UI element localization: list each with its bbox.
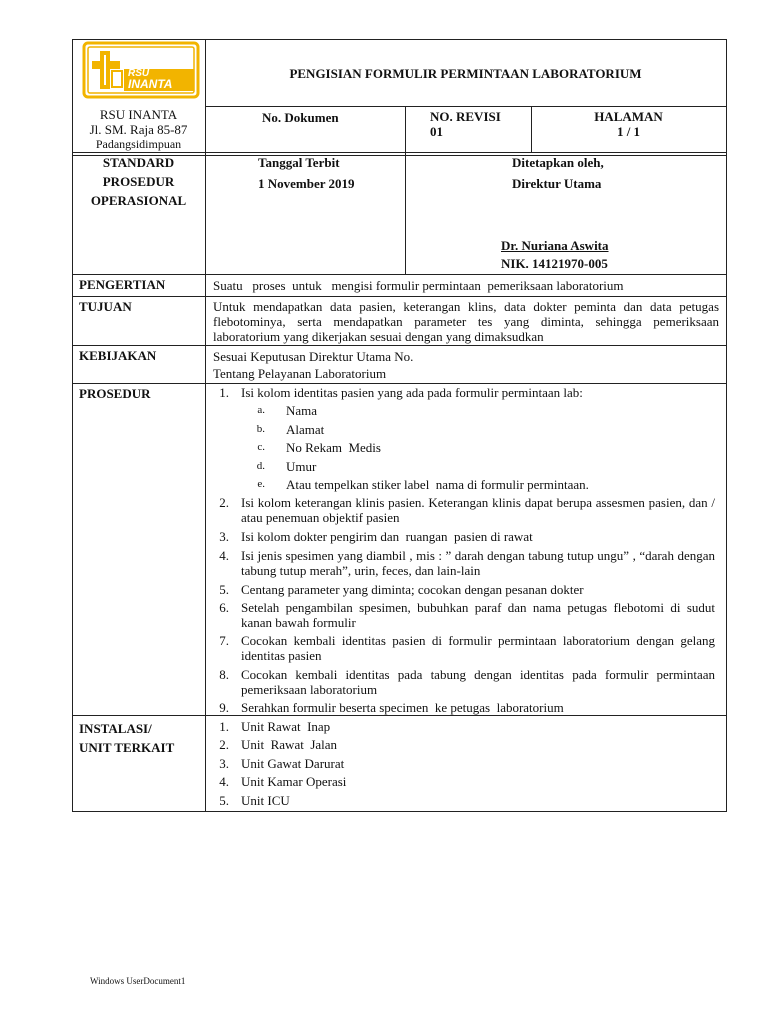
approver-role: Direktur Utama (512, 176, 602, 191)
step-text: Isi kolom keterangan klinis pasien. Keterangan klinis dapat berupa assesmen pasien, dan / atau penemuan objektif pasien (241, 495, 715, 525)
sub-item-text: No Rekam Medis (286, 440, 381, 455)
hospital-logo (82, 41, 200, 99)
approved-by-label: Ditetapkan oleh, (512, 155, 604, 170)
step-text: Serahkan formulir beserta specimen ke petugas laboratorium (241, 700, 564, 715)
tujuan-label: TUJUAN (79, 299, 132, 314)
step-text: Centang parameter yang diminta; cocokan dengan pesanan dokter (241, 582, 584, 597)
issue-date: 1 November 2019 (258, 176, 355, 191)
pengertian-text: Suatu proses untuk mengisi formulir permintaan pemeriksaan laboratorium (213, 278, 624, 293)
step-text: Isi jenis spesimen yang diambil , mis : ” darah dengan tabung tutup ungu” , “darah dengan tabung tutup merah”, urin, feces, dan lain-lain (241, 548, 715, 578)
kebijakan-label: KEBIJAKAN (79, 348, 157, 363)
unit-text: Unit Gawat Darurat (241, 756, 345, 771)
unit-text: Unit Rawat Inap (241, 719, 331, 734)
sop-label-standard: STANDARD (102, 155, 175, 170)
unit-terkait-label: UNIT TERKAIT (79, 740, 175, 755)
sop-label-prosedur: PROSEDUR (102, 174, 175, 189)
step-text: Isi kolom identitas pasien yang ada pada formulir permintaan lab: (241, 385, 583, 400)
doc-number-label: No. Dokumen (262, 110, 339, 125)
sop-label-operasional: OPERASIONAL (90, 193, 187, 208)
org-city: Padangsidimpuan (95, 137, 182, 151)
pengertian-label: PENGERTIAN (79, 277, 166, 292)
footer-text: Windows UserDocument1 (90, 976, 186, 986)
sub-item-text: Alamat (286, 422, 325, 437)
unit-text: Unit Rawat Jalan (241, 737, 338, 752)
logo-text-inanta: INANTA (128, 77, 173, 91)
unit-text: Unit Kamar Operasi (241, 774, 347, 789)
org-name: RSU INANTA (99, 107, 178, 122)
revision-label: NO. REVISI (430, 109, 501, 124)
issue-date-label: Tanggal Terbit (258, 155, 340, 170)
org-address: Jl. SM. Raja 85-87 (89, 122, 188, 137)
revision-value: 01 (430, 124, 443, 139)
sub-item-text: Nama (286, 403, 318, 418)
page-value: 1 / 1 (616, 124, 641, 139)
prosedur-label: PROSEDUR (79, 386, 151, 401)
step-text: Setelah pengambilan spesimen, bubuhkan paraf dan nama petugas flebotomi di sudut kanan bawah formulir (241, 600, 715, 630)
approver-nik: NIK. 14121970-005 (501, 256, 608, 271)
page-label: HALAMAN (594, 109, 663, 124)
unit-text: Unit ICU (241, 793, 290, 808)
kebijakan-line1: Sesuai Keputusan Direktur Utama No. (213, 349, 414, 364)
tujuan-text: Untuk mendapatkan data pasien, keterangan klins, data dokter peminta dan data petugas flebotominya, serta mendapatkan parameter tes yang diminta, sehingga pemeriksaan laboratorium yang dikerjakan sesuai dengan yang dimaksudkan (213, 299, 719, 344)
approver-name: Dr. Nuriana Aswita (501, 238, 609, 253)
sub-item-text: Umur (286, 459, 317, 474)
page-title: PENGISIAN FORMULIR PERMINTAAN LABORATORIUM (289, 66, 642, 81)
step-text: Cocokan kembali identitas pada tabung dengan identitas pada formulir permintaan pemeriksaan laboratorium (241, 667, 715, 697)
kebijakan-line2: Tentang Pelayanan Laboratorium (213, 366, 387, 381)
step-text: Isi kolom dokter pengirim dan ruangan pasien di rawat (241, 529, 533, 544)
logo-text-rsu: RSU (128, 68, 150, 79)
sub-item-text: Atau tempelkan stiker label nama di formulir permintaan. (286, 477, 589, 492)
instalasi-label: INSTALASI/ (79, 721, 152, 736)
step-text: Cocokan kembali identitas pasien di formulir permintaan laboratorium dengan gelang identitas pasien (241, 633, 715, 663)
